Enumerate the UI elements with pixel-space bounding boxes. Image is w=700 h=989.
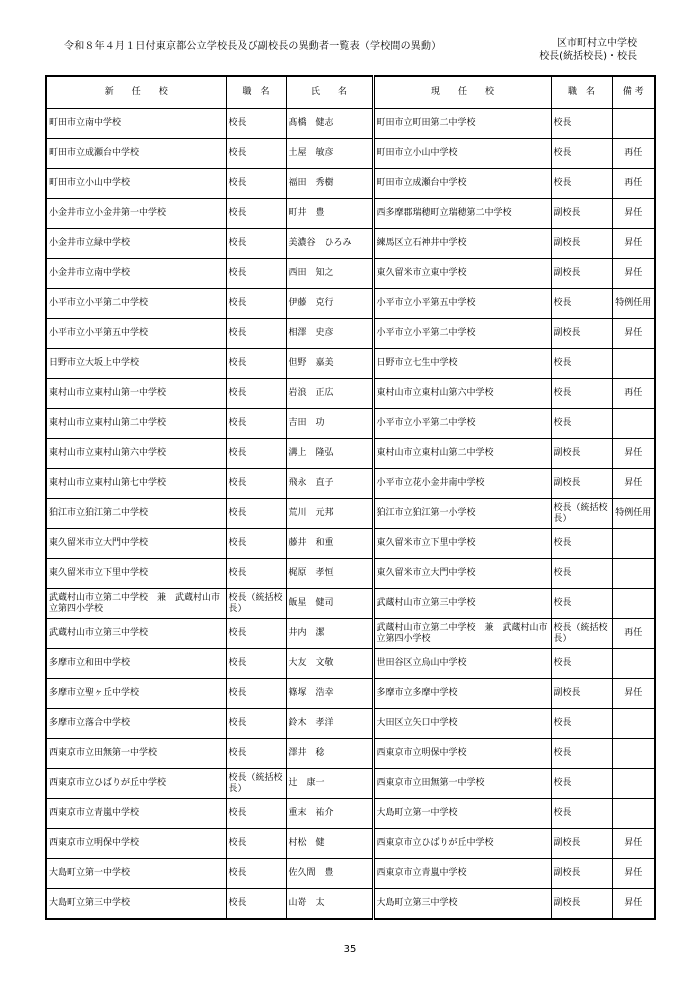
current-school-cell: 東久留米市立下里中学校: [373, 529, 551, 559]
name-cell: 町井 豊: [286, 199, 373, 229]
remarks-cell: 特例任用: [612, 499, 655, 529]
table-row: [46, 409, 655, 439]
new-school-cell: 西東京市立ひばりが丘中学校: [46, 769, 226, 799]
name-cell: 髙橋 健志: [286, 109, 373, 139]
name-cell: 溝上 隆弘: [286, 439, 373, 469]
current-school-cell: 西東京市立田無第一中学校: [373, 769, 551, 799]
new-school-cell: 武蔵村山市立第二中学校 兼 武蔵村山市立第四小学校: [46, 589, 226, 619]
new-school-cell: 多摩市立聖ヶ丘中学校: [46, 679, 226, 709]
remarks-cell: [612, 739, 655, 769]
current-school-cell: 町田市立小山中学校: [373, 139, 551, 169]
name-cell: 藤井 和重: [286, 529, 373, 559]
new-school-cell: 小金井市立小金井第一中学校: [46, 199, 226, 229]
current-school-cell: 東久留米市立東中学校: [373, 259, 551, 289]
current-school-cell: 東村山市立東村山第二中学校: [373, 439, 551, 469]
new-title-cell: 校長: [226, 199, 286, 229]
new-title-cell: 校長: [226, 529, 286, 559]
current-school-cell: 東久留米市立大門中学校: [373, 559, 551, 589]
new-school-cell: 多摩市立落合中学校: [46, 709, 226, 739]
table-row: [46, 529, 655, 559]
name-cell: 佐久間 豊: [286, 859, 373, 889]
new-title-cell: 校長: [226, 379, 286, 409]
name-cell: 篠塚 浩幸: [286, 679, 373, 709]
new-title-cell: 校長: [226, 739, 286, 769]
new-school-cell: 西東京市立田無第一中学校: [46, 739, 226, 769]
current-school-cell: 小平市立小平第二中学校: [373, 409, 551, 439]
current-title-cell: 校長: [551, 409, 612, 439]
remarks-cell: [612, 409, 655, 439]
remarks-cell: [612, 769, 655, 799]
new-title-cell: 校長: [226, 259, 286, 289]
col-new-school: 新 任 校: [46, 76, 226, 109]
new-school-cell: 日野市立大坂上中学校: [46, 349, 226, 379]
new-school-cell: 東村山市立東村山第六中学校: [46, 439, 226, 469]
new-title-cell: 校長（統括校長）: [226, 769, 286, 799]
name-cell: 福田 秀樹: [286, 169, 373, 199]
new-school-cell: 東村山市立東村山第二中学校: [46, 409, 226, 439]
remarks-cell: 昇任: [612, 319, 655, 349]
table-row: [46, 469, 655, 499]
col-remarks: 備 考: [612, 76, 655, 109]
name-cell: 吉田 功: [286, 409, 373, 439]
new-school-cell: 小平市立小平第二中学校: [46, 289, 226, 319]
new-title-cell: 校長: [226, 109, 286, 139]
remarks-cell: [612, 589, 655, 619]
current-school-cell: 武蔵村山市立第三中学校: [373, 589, 551, 619]
new-school-cell: 西東京市立青嵐中学校: [46, 799, 226, 829]
current-school-cell: 町田市立成瀬台中学校: [373, 169, 551, 199]
remarks-cell: 昇任: [612, 889, 655, 920]
new-title-cell: 校長: [226, 889, 286, 920]
document-title: 令和８年４月１日付東京都公立学校長及び副校長の異動者一覧表（学校間の異動）: [64, 41, 442, 52]
current-title-cell: 校長: [551, 109, 612, 139]
current-school-cell: 町田市立町田第二中学校: [373, 109, 551, 139]
header-row: [46, 76, 655, 109]
current-school-cell: 大島町立第一中学校: [373, 799, 551, 829]
new-title-cell: 校長: [226, 349, 286, 379]
table-row: [46, 379, 655, 409]
remarks-cell: 昇任: [612, 679, 655, 709]
table-row: [46, 679, 655, 709]
new-title-cell: 校長: [226, 829, 286, 859]
col-current-school: 現 任 校: [373, 76, 551, 109]
name-cell: 辻 康一: [286, 769, 373, 799]
new-school-cell: 東村山市立東村山第七中学校: [46, 469, 226, 499]
table-row: [46, 139, 655, 169]
current-school-cell: 小平市立小平第二中学校: [373, 319, 551, 349]
current-title-cell: 校長: [551, 169, 612, 199]
table-row: [46, 619, 655, 649]
current-school-cell: 小平市立花小金井南中学校: [373, 469, 551, 499]
name-cell: 山嵜 太: [286, 889, 373, 920]
col-name: 氏 名: [286, 76, 373, 109]
new-title-cell: 校長: [226, 289, 286, 319]
current-school-cell: 多摩市立多摩中学校: [373, 679, 551, 709]
current-title-cell: 校長: [551, 649, 612, 679]
current-title-cell: 副校長: [551, 889, 612, 920]
name-cell: 澤井 稔: [286, 739, 373, 769]
current-title-cell: 副校長: [551, 829, 612, 859]
current-school-cell: 世田谷区立烏山中学校: [373, 649, 551, 679]
current-school-cell: 西東京市立明保中学校: [373, 739, 551, 769]
current-school-cell: 武蔵村山市立第二中学校 兼 武蔵村山市立第四小学校: [373, 619, 551, 649]
remarks-cell: 昇任: [612, 829, 655, 859]
table-row: [46, 319, 655, 349]
current-title-cell: 校長: [551, 379, 612, 409]
current-title-cell: 副校長: [551, 319, 612, 349]
new-school-cell: 多摩市立和田中学校: [46, 649, 226, 679]
new-title-cell: 校長: [226, 409, 286, 439]
new-title-cell: 校長: [226, 319, 286, 349]
category-line-1: 区市町村立中学校: [557, 38, 637, 49]
name-cell: 岩浪 正広: [286, 379, 373, 409]
name-cell: 村松 健: [286, 829, 373, 859]
new-title-cell: 校長: [226, 439, 286, 469]
table-row: [46, 589, 655, 619]
transfer-table: [45, 75, 656, 920]
table-body: [46, 109, 655, 920]
table-row: [46, 709, 655, 739]
name-cell: 美濃谷 ひろみ: [286, 229, 373, 259]
table-row: [46, 829, 655, 859]
current-school-cell: 狛江市立狛江第一小学校: [373, 499, 551, 529]
name-cell: 土屋 敏彦: [286, 139, 373, 169]
name-cell: 井内 潔: [286, 619, 373, 649]
current-title-cell: 校長: [551, 349, 612, 379]
new-school-cell: 東久留米市立大門中学校: [46, 529, 226, 559]
table-row: [46, 769, 655, 799]
name-cell: 荒川 元邦: [286, 499, 373, 529]
new-title-cell: 校長: [226, 799, 286, 829]
current-title-cell: 副校長: [551, 469, 612, 499]
category-line-2: 校長(統括校長)・校長: [539, 51, 637, 62]
current-title-cell: 校長（統括校長）: [551, 619, 612, 649]
current-title-cell: 校長（統括校長）: [551, 499, 612, 529]
table-row: [46, 559, 655, 589]
table-row: [46, 259, 655, 289]
new-school-cell: 町田市立小山中学校: [46, 169, 226, 199]
new-school-cell: 大島町立第三中学校: [46, 889, 226, 920]
remarks-cell: [612, 649, 655, 679]
name-cell: 鈴木 孝洋: [286, 709, 373, 739]
table-row: [46, 169, 655, 199]
remarks-cell: 昇任: [612, 229, 655, 259]
new-title-cell: 校長: [226, 619, 286, 649]
new-title-cell: 校長: [226, 859, 286, 889]
remarks-cell: 再任: [612, 379, 655, 409]
current-school-cell: 西多摩郡瑞穂町立瑞穂第二中学校: [373, 199, 551, 229]
current-title-cell: 校長: [551, 589, 612, 619]
current-title-cell: 校長: [551, 769, 612, 799]
table-row: [46, 799, 655, 829]
table-row: [46, 439, 655, 469]
new-title-cell: 校長: [226, 469, 286, 499]
new-title-cell: 校長: [226, 139, 286, 169]
remarks-cell: [612, 709, 655, 739]
current-school-cell: 練馬区立石神井中学校: [373, 229, 551, 259]
table-row: [46, 739, 655, 769]
remarks-cell: 昇任: [612, 199, 655, 229]
current-title-cell: 校長: [551, 709, 612, 739]
table-row: [46, 199, 655, 229]
current-school-cell: 東村山市立東村山第六中学校: [373, 379, 551, 409]
new-school-cell: 狛江市立狛江第二中学校: [46, 499, 226, 529]
current-title-cell: 校長: [551, 139, 612, 169]
table-row: [46, 289, 655, 319]
table-row: [46, 859, 655, 889]
table-row: [46, 499, 655, 529]
remarks-cell: 再任: [612, 619, 655, 649]
remarks-cell: 特例任用: [612, 289, 655, 319]
name-cell: 飯星 健司: [286, 589, 373, 619]
table-row: [46, 349, 655, 379]
remarks-cell: 昇任: [612, 439, 655, 469]
table-row: [46, 109, 655, 139]
table-row: [46, 889, 655, 920]
new-school-cell: 町田市立南中学校: [46, 109, 226, 139]
name-cell: 大友 文敬: [286, 649, 373, 679]
new-title-cell: 校長: [226, 169, 286, 199]
current-school-cell: 小平市立小平第五中学校: [373, 289, 551, 319]
current-school-cell: 大島町立第三中学校: [373, 889, 551, 920]
current-school-cell: 西東京市立青嵐中学校: [373, 859, 551, 889]
remarks-cell: 再任: [612, 139, 655, 169]
remarks-cell: [612, 529, 655, 559]
name-cell: 梶原 孝恒: [286, 559, 373, 589]
current-title-cell: 副校長: [551, 229, 612, 259]
current-school-cell: 西東京市立ひばりが丘中学校: [373, 829, 551, 859]
new-school-cell: 小金井市立南中学校: [46, 259, 226, 289]
new-title-cell: 校長（統括校長）: [226, 589, 286, 619]
remarks-cell: [612, 799, 655, 829]
current-title-cell: 副校長: [551, 199, 612, 229]
current-title-cell: 校長: [551, 289, 612, 319]
new-title-cell: 校長: [226, 679, 286, 709]
current-title-cell: 副校長: [551, 679, 612, 709]
new-title-cell: 校長: [226, 559, 286, 589]
new-title-cell: 校長: [226, 229, 286, 259]
remarks-cell: 昇任: [612, 859, 655, 889]
new-school-cell: 武蔵村山市立第三中学校: [46, 619, 226, 649]
name-cell: 西田 知之: [286, 259, 373, 289]
name-cell: 但野 嘉美: [286, 349, 373, 379]
new-school-cell: 小金井市立緑中学校: [46, 229, 226, 259]
new-school-cell: 東久留米市立下里中学校: [46, 559, 226, 589]
current-title-cell: 副校長: [551, 439, 612, 469]
current-title-cell: 副校長: [551, 859, 612, 889]
remarks-cell: 昇任: [612, 259, 655, 289]
new-school-cell: 東村山市立東村山第一中学校: [46, 379, 226, 409]
remarks-cell: [612, 559, 655, 589]
current-school-cell: 大田区立矢口中学校: [373, 709, 551, 739]
current-school-cell: 日野市立七生中学校: [373, 349, 551, 379]
remarks-cell: [612, 349, 655, 379]
name-cell: 飛永 直子: [286, 469, 373, 499]
current-title-cell: 校長: [551, 799, 612, 829]
current-title-cell: 校長: [551, 559, 612, 589]
table-row: [46, 229, 655, 259]
new-school-cell: 小平市立小平第五中学校: [46, 319, 226, 349]
remarks-cell: 昇任: [612, 469, 655, 499]
col-current-title: 職 名: [551, 76, 612, 109]
remarks-cell: [612, 109, 655, 139]
table-row: [46, 649, 655, 679]
remarks-cell: 再任: [612, 169, 655, 199]
name-cell: 重末 祐介: [286, 799, 373, 829]
new-school-cell: 大島町立第一中学校: [46, 859, 226, 889]
new-school-cell: 西東京市立明保中学校: [46, 829, 226, 859]
name-cell: 伊藤 克行: [286, 289, 373, 319]
new-title-cell: 校長: [226, 649, 286, 679]
col-new-title: 職 名: [226, 76, 286, 109]
new-title-cell: 校長: [226, 709, 286, 739]
new-title-cell: 校長: [226, 499, 286, 529]
new-school-cell: 町田市立成瀬台中学校: [46, 139, 226, 169]
current-title-cell: 校長: [551, 739, 612, 769]
page-number: 35: [343, 944, 357, 955]
name-cell: 相澤 史彦: [286, 319, 373, 349]
current-title-cell: 副校長: [551, 259, 612, 289]
category-label: [527, 37, 637, 63]
current-title-cell: 校長: [551, 529, 612, 559]
